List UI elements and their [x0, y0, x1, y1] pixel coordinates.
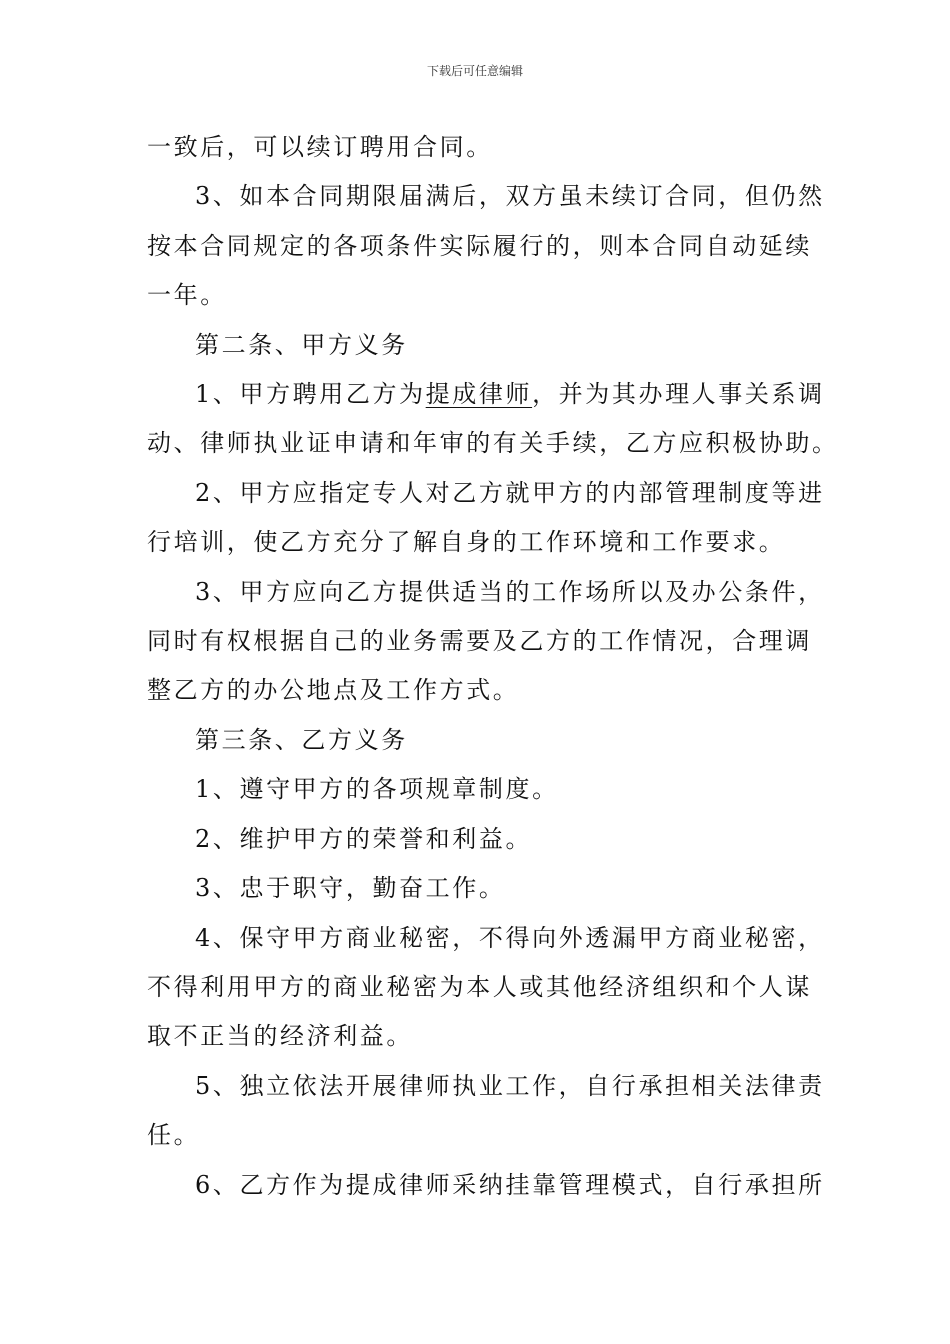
underlined-term: 提成律师: [425, 380, 533, 409]
clause-line: 3、甲方应向乙方提供适当的工作场所以及办公条件，: [195, 577, 825, 606]
clause-line: 3、如本合同期限届满后，双方虽未续订合同，但仍然: [195, 182, 825, 211]
clause-line: 4、保守甲方商业秘密，不得向外透漏甲方商业秘密，: [195, 923, 825, 952]
document-body: [147, 123, 839, 1210]
page-header: 下载后可任意编辑: [426, 64, 523, 78]
text-line: 取不正当的经济利益。: [147, 1022, 413, 1051]
clause-line: 2、维护甲方的荣誉和利益。: [195, 824, 533, 853]
text-line: 按本合同规定的各项条件实际履行的，则本合同自动延续: [147, 231, 812, 260]
clause-line: 1、遵守甲方的各项规章制度。: [195, 775, 559, 804]
article-heading: 第二条、甲方义务: [195, 330, 408, 359]
text-line: 任。: [147, 1121, 201, 1150]
text-segment: ，并为其办理人事关系调: [532, 380, 825, 409]
clause-line: 2、甲方应指定专人对乙方就甲方的内部管理制度等进: [195, 478, 825, 507]
text-line: 不得利用甲方的商业秘密为本人或其他经济组织和个人谋: [147, 972, 812, 1001]
text-line: 行培训，使乙方充分了解自身的工作环境和工作要求。: [147, 528, 786, 557]
text-line: 同时有权根据自己的业务需要及乙方的工作情况，合理调: [147, 627, 812, 656]
text-segment: 1、甲方聘用乙方为: [195, 380, 426, 409]
text-line: 整乙方的办公地点及工作方式。: [147, 676, 520, 705]
text-line: 一致后，可以续订聘用合同。: [147, 133, 493, 161]
clause-line: [147, 370, 825, 419]
clause-line: 6、乙方作为提成律师采纳挂靠管理模式，自行承担所: [195, 1170, 825, 1199]
text-line: 动、律师执业证申请和年审的有关手续，乙方应积极协助。: [147, 429, 839, 458]
text-line: 一年。: [147, 281, 227, 310]
clause-line: 3、忠于职守，勤奋工作。: [195, 874, 506, 903]
article-heading: 第三条、乙方义务: [195, 725, 408, 754]
clause-line: 5、独立依法开展律师执业工作，自行承担相关法律责: [195, 1071, 825, 1100]
